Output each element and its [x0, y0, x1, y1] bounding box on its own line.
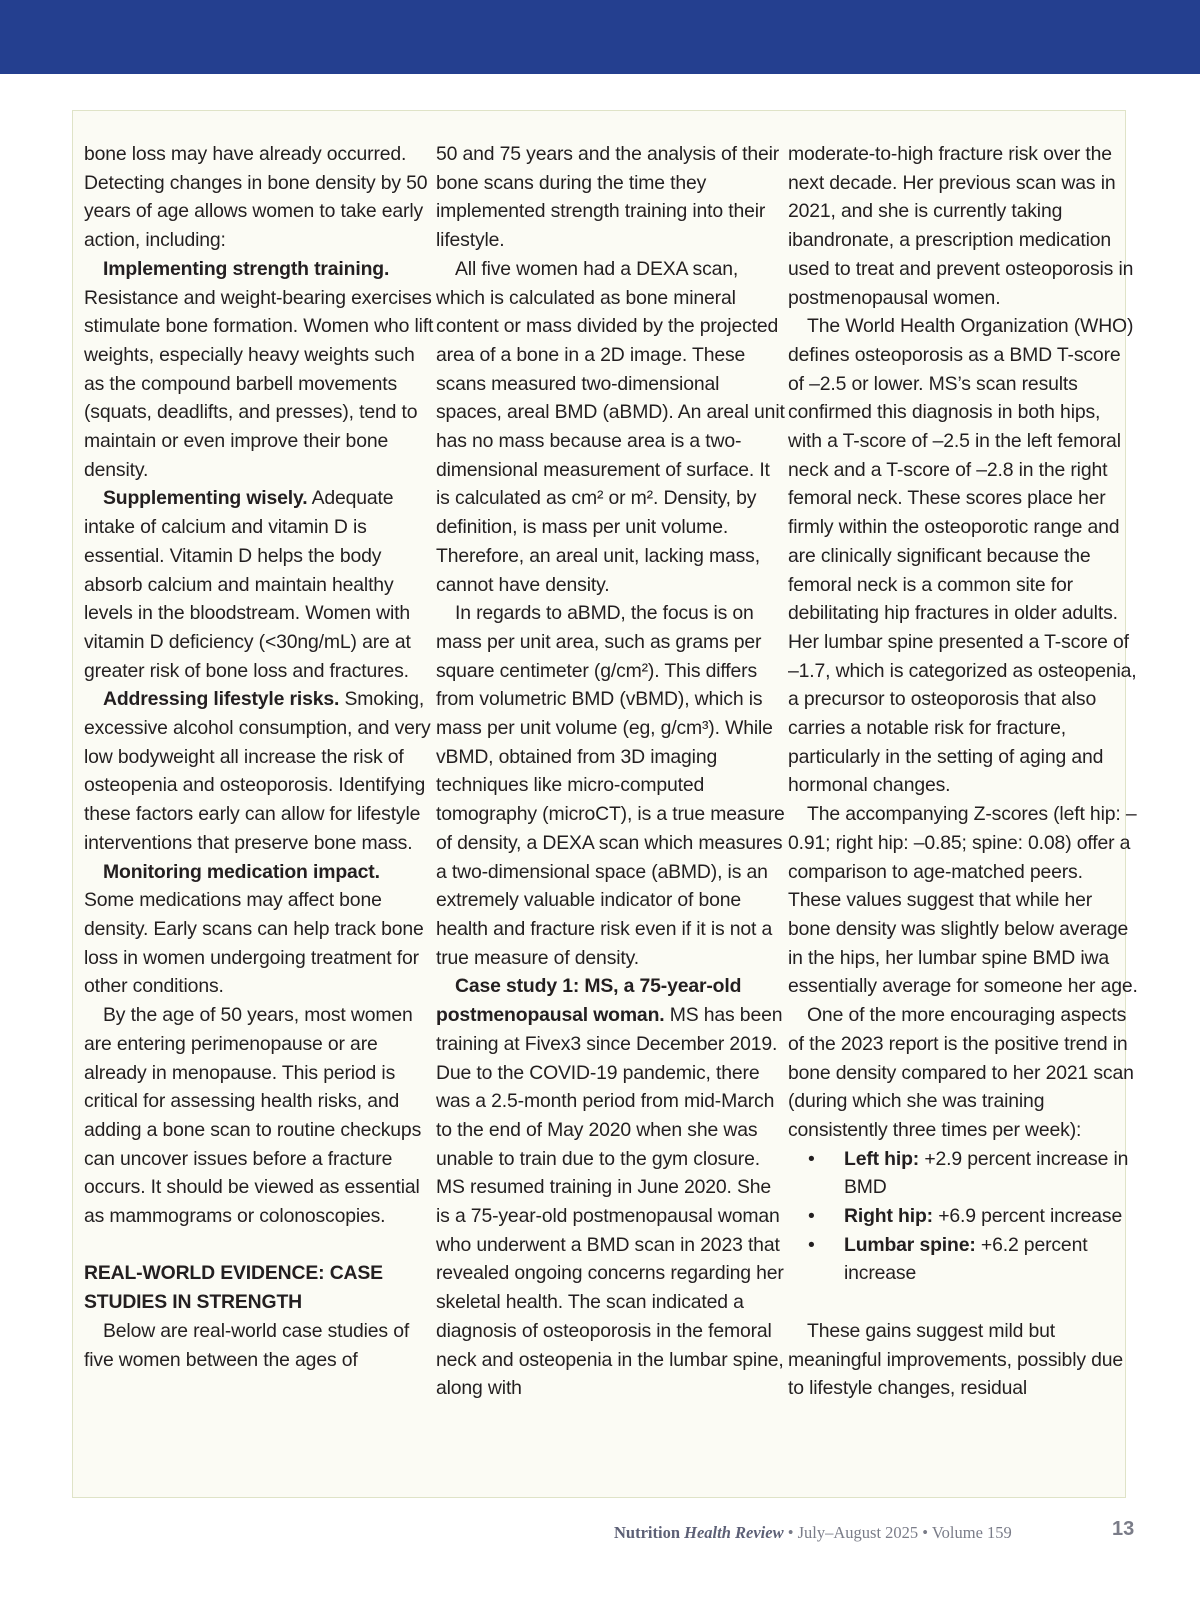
list-item-label: Left hip: [844, 1147, 920, 1170]
paragraph-supplement [84, 484, 434, 685]
case-study-title: Case study 1: MS, a 75-year-old postmenopausal woman. [436, 975, 742, 1027]
magazine-name-b: Health Review [684, 1523, 784, 1542]
paragraph: By the age of 50 years, most women are entering perimenopause or are already in menopause. This period is critical for assessing health risks, and adding a bone scan to routine checkups can uncover issues before a fracture occurs. It should be viewed as essential as mammograms or colonoscopies. [84, 1004, 422, 1228]
magazine-name [614, 1523, 784, 1542]
paragraph: Below are real-world case studies of five women between the ages of [84, 1319, 410, 1371]
bullet-icon: • [808, 1147, 815, 1170]
list-item-label: Right hip: [844, 1205, 933, 1228]
list-item-label: Lumbar spine: [844, 1233, 976, 1256]
case-study-body: MS has been training at Fivex3 since December 2019. Due to the COVID-19 pandemic, there was a 2.5-month period from mid-March to the end of May 2020 when she was unable to train due to the gym closure. MS resumed training in June 2020. She is a 75-year-old postmenopausal woman who underwent a BMD scan in 2023 that revealed ongoing concerns regarding her skeletal health. The scan indicated a diagnosis of osteoporosis in the femoral neck and osteopenia in the lumbar spine, along with [436, 1004, 784, 1400]
paragraph: In regards to aBMD, the focus is on mass per unit area, such as grams per square centimeter (g/cm²). This differs from volumetric BMD (vBMD), which is mass per unit volume (eg, g/cm³). While vBMD, obtained from 3D imaging techniques like micro-computed tomography (microCT), is a true measure of density, a DEXA scan which measures a two-dimensional space (aBMD), is an extremely valuable indicator of bone health and fracture risk even if it is not a true measure of density. [436, 602, 785, 969]
page-number: 13 [1112, 1518, 1135, 1540]
medication-title: Monitoring medication impact. [103, 860, 380, 883]
paragraph-medication [84, 858, 434, 1002]
lifestyle-title: Addressing lifestyle risks. [103, 688, 340, 711]
supplement-body: Adequate intake of calcium and vitamin D is essential. Vitamin D helps the body absorb calcium and maintain healthy levels in the bloodstream. Women with vitamin D deficiency (<30ng/mL) are at greater risk of bone loss and fractures. [84, 487, 411, 682]
running-footer [614, 1523, 1012, 1543]
medication-body: Some medications may affect bone density. Early scans can help track bone loss in women undergoing treatment for other conditions. [84, 889, 424, 998]
paragraph-case-study [436, 972, 786, 1403]
header-band [0, 0, 1200, 74]
strength-title: Implementing strength training. [103, 257, 390, 280]
magazine-name-a: Nutrition [614, 1523, 685, 1542]
bmd-change-list [788, 1145, 1138, 1289]
column-1 [84, 140, 434, 1374]
paragraph: 50 and 75 years and the analysis of their bone scans during the time they implemented strength training into their lifestyle. [436, 143, 780, 252]
bullet-icon: • [808, 1205, 815, 1228]
bullet-icon: • [808, 1233, 815, 1256]
list-item [788, 1145, 1138, 1202]
lifestyle-body: Smoking, excessive alcohol consumption, and very low bodyweight all increase the risk of osteopenia and osteoporosis. Identifying these factors early can allow for lifestyle interventions that preserve bone mass. [84, 688, 431, 854]
paragraph-lifestyle [84, 685, 434, 857]
paragraph: bone loss may have already occurred. Detecting changes in bone density by 50 years of age allows women to take early action, including: [84, 143, 428, 252]
paragraph: All five women had a DEXA scan, which is calculated as bone mineral content or mass divided by the projected area of a bone in a 2D image. These scans measured two-dimensional spaces, areal BMD (aBMD). An areal unit has no mass because area is a two-dimensional measurement of surface. It is calculated as cm² or m². Density, by definition, is mass per unit volume. Therefore, an areal unit, lacking mass, cannot have density. [436, 257, 785, 596]
supplement-title: Supplementing wisely. [103, 487, 308, 510]
strength-body: Resistance and weight-bearing exercises stimulate bone formation. Women who lift weights, especially heavy weights such as the compound barbell movements (squats, deadlifts, and presses), tend to maintain or even improve their bone density. [84, 286, 434, 481]
paragraph: The accompanying Z-scores (left hip: –0.91; right hip: –0.85; spine: 0.08) offer a comparison to age-matched peers. These values suggest that while her bone density was slightly below average in the hips, her lumbar spine BMD iwa essentially average for someone her age. [788, 803, 1138, 998]
list-item [788, 1231, 1138, 1288]
paragraph-strength [84, 255, 434, 485]
section-heading: REAL-WORLD EVIDENCE: CASE STUDIES IN STRENGTH [84, 1262, 383, 1314]
spacer [788, 1288, 1138, 1317]
paragraph: The World Health Organization (WHO) defines osteoporosis as a BMD T-score of –2.5 or lower. MS’s scan results confirmed this diagnosis in both hips, with a T-score of –2.5 in the left femoral neck and a T-score of –2.8 in the right femoral neck. These scores place her firmly within the osteoporotic range and are clinically significant because the femoral neck is a common site for debilitating hip fractures in older adults. Her lumbar spine presented a T-score of –1.7, which is categorized as osteopenia, a precursor to osteoporosis that also carries a notable risk for fracture, particularly in the setting of aging and hormonal changes. [788, 315, 1137, 797]
issue-info: • July–August 2025 • Volume 159 [783, 1523, 1012, 1542]
list-item-text: +2.9 percent increase in BMD [844, 1147, 1129, 1199]
column-2 [436, 140, 786, 1403]
paragraph: These gains suggest mild but meaningful improvements, possibly due to lifestyle changes, residual [788, 1319, 1124, 1400]
paragraph: moderate-to-high fracture risk over the next decade. Her previous scan was in 2021, and she is currently taking ibandronate, a prescription medication used to treat and prevent osteoporosis in postmenopausal women. [788, 143, 1134, 309]
list-item [788, 1202, 1138, 1231]
list-item-text: +6.2 percent increase [844, 1233, 1088, 1285]
spacer [84, 1231, 434, 1260]
paragraph: One of the more encouraging aspects of the 2023 report is the positive trend in bone density compared to her 2021 scan (during which she was training consistently three times per week): [788, 1004, 1134, 1141]
column-3 [788, 140, 1138, 1403]
list-item-text: +6.9 percent increase [932, 1205, 1123, 1228]
